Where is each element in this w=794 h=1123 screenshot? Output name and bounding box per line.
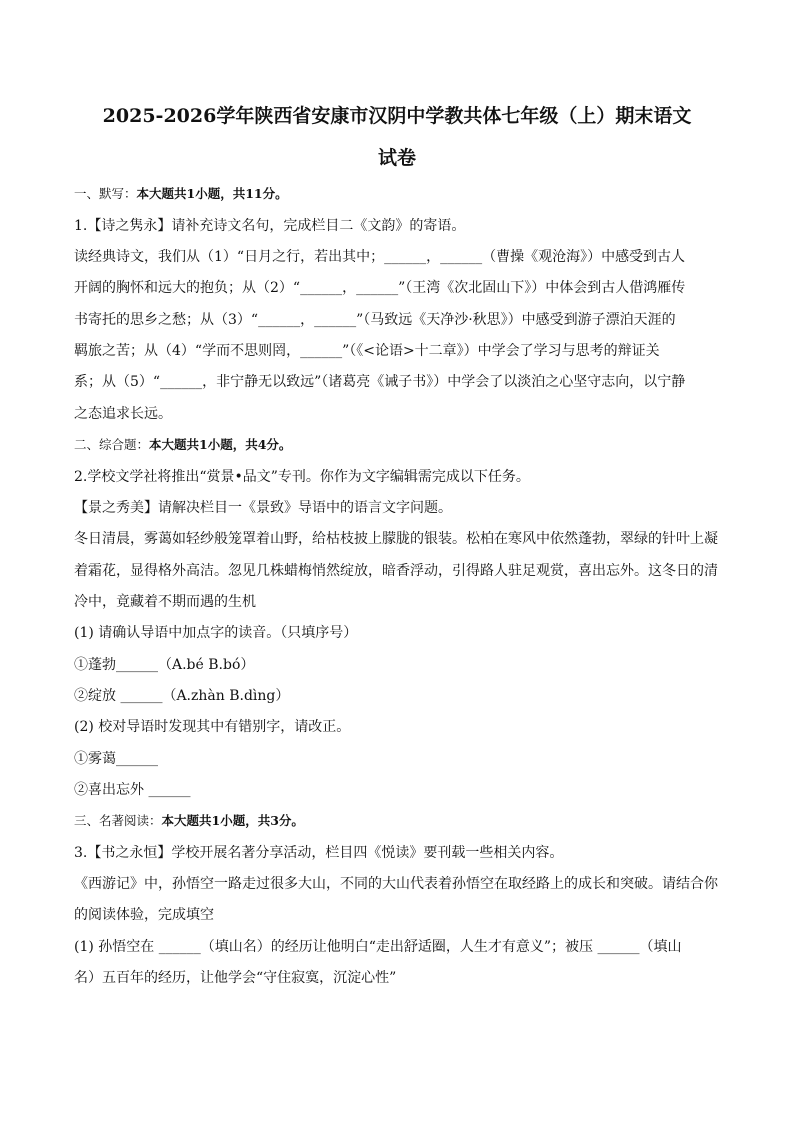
question-2-item: ①蓬勃______（A.bé B.bó）: [74, 657, 255, 673]
question-3-subquestion-line: 名）五百年的经历，让他学会“守住寂寞，沉淀心性”: [74, 970, 397, 986]
question-2-passage-line: 冷中，竟藏着不期而遇的生机: [74, 594, 256, 610]
section-heading-3: [74, 811, 734, 831]
question-2-stem: 2.学校文学社将推出“赏景•品文”专刊。你作为文字编辑需完成以下任务。: [74, 469, 530, 485]
section-label: 一、默写：: [74, 186, 137, 201]
page-title-line-1: 2025-2026学年陕西省安康市汉阴中学教共体七年级（上）期末语文: [102, 105, 692, 127]
question-3-text-line: 的阅读体验，完成填空: [74, 907, 214, 923]
question-2-item: ②绽放 ______（A.zhàn B.dìng）: [74, 688, 290, 704]
question-3-subquestion-line: (1) 孙悟空在 ______（填山名）的经历让他明白“走出舒适圈，人生才有意义”；被压 ______（填山: [74, 939, 682, 955]
question-2-passage-line: 冬日清晨，雾蔼如轻纱般笼罩着山野，给枯枝披上朦胧的银装。松柏在寒风中依然蓬勃，翠绿的针叶上凝: [74, 531, 718, 547]
question-3-stem: 3.【书之永恒】学校开展名著分享活动，栏目四《悦读》要刊载一些相关内容。: [74, 845, 564, 861]
question-3-text-line: 《西游记》中，孙悟空一路走过很多大山，不同的大山代表着孙悟空在取经路上的成长和突破。请结合你: [74, 876, 718, 892]
section-label: 二、综合题：: [74, 437, 150, 452]
question-2-item: ①雾蔼______: [74, 751, 158, 767]
question-1-text-line: 之态追求长远。: [74, 406, 172, 422]
section-heading-2: [74, 435, 734, 455]
section-desc: 本大题共1小题，共11分。: [136, 186, 288, 201]
question-2-task: 【景之秀美】请解决栏目一《景致》导语中的语言文字问题。: [74, 500, 452, 516]
section-label: 三、名著阅读：: [74, 813, 162, 828]
question-2-subquestion-1: (1) 请确认导语中加点字的读音。（只填序号）: [74, 625, 358, 641]
question-1-stem: 1.【诗之隽永】请补充诗文名句，完成栏目二《文韵》的寄语。: [74, 218, 466, 234]
question-2-passage-line: 着霜花，显得格外高洁。忽见几株蜡梅悄然绽放，暗香浮动，引得路人驻足观赏，喜出忘外。这冬日的清: [74, 563, 718, 579]
question-2-item: ②喜出忘外 ______: [74, 782, 191, 798]
section-desc: 本大题共1小题，共3分。: [161, 813, 304, 828]
question-2-subquestion-2: (2) 校对导语时发现其中有错别字，请改正。: [74, 719, 351, 735]
question-1-text-line: 书寄托的思乡之愁；从（3）“______，______”（马致远《天净沙·秋思》）中感受到游子漂泊天涯的: [74, 312, 676, 328]
question-1-text-line: 系；从（5）“______，非宁静无以致远”（诸葛亮《诫子书》）中学会了以淡泊之心坚守志向，以宁静: [74, 374, 686, 390]
question-1-text-line: 羁旅之苦；从（4）“学而不思则罔，______”（《<论语>十二章》）中学会了学习与思考的辩证关: [74, 343, 660, 359]
question-1-text-line: 读经典诗文，我们从（1）“日月之行，若出其中；______，______（曹操《观沧海》）中感受到古人: [74, 249, 686, 265]
question-1-text-line: 开阔的胸怀和远大的抱负；从（2）“______，______”（王湾《次北固山下》）中体会到古人借鸿雁传: [74, 280, 686, 296]
section-heading-1: [74, 184, 734, 204]
section-desc: 本大题共1小题，共4分。: [149, 437, 292, 452]
page-title-line-2: 试卷: [377, 147, 416, 169]
